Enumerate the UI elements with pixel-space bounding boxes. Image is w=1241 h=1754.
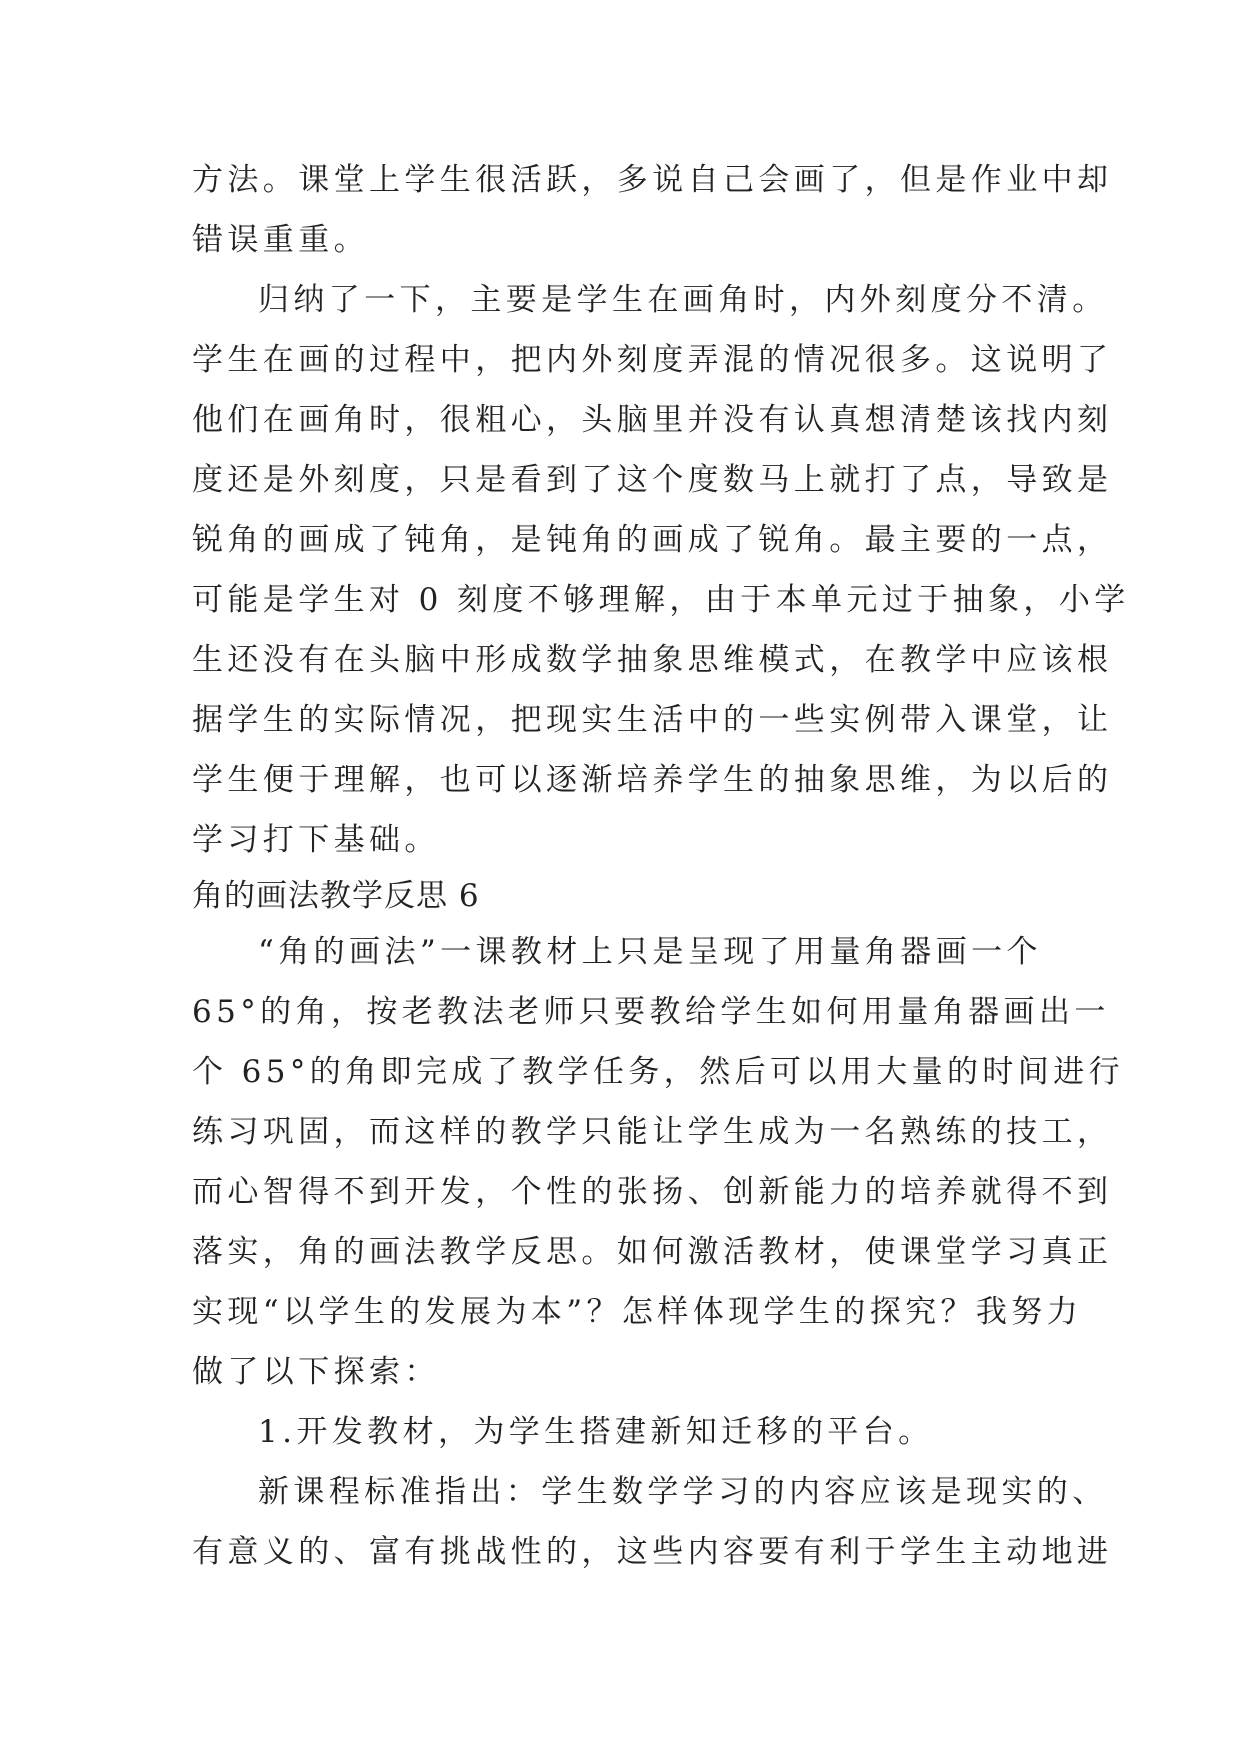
document-body	[192, 150, 1130, 1582]
paragraph	[192, 1462, 1113, 1582]
text-line: 学生在画的过程中，把内外刻度弄混的情况很多。这说明了	[192, 342, 1113, 378]
text-line: 方法。课堂上学生很活跃，多说自己会画了，但是作业中却	[192, 162, 1113, 198]
text-line: 度还是外刻度，只是看到了这个度数马上就打了点，导致是	[192, 462, 1113, 498]
text-line: 落实，角的画法教学反思。如何激活教材，使课堂学习真正	[192, 1234, 1113, 1270]
text-line: 有意义的、富有挑战性的，这些内容要有利于学生主动地进	[192, 1534, 1113, 1570]
paragraph	[192, 922, 1124, 1402]
text-line: 练习巩固，而这样的教学只能让学生成为一名熟练的技工，	[192, 1114, 1113, 1150]
text-line: 归纳了一下，主要是学生在画角时，内外刻度分不清。	[258, 282, 1108, 318]
text-line: 可能是学生对 0 刻度不够理解，由于本单元过于抽象，小学	[192, 582, 1130, 618]
paragraph	[192, 1402, 1052, 1462]
text-line: 新课程标准指出：学生数学学习的内容应该是现实的、	[258, 1474, 1108, 1510]
text-line: 他们在画角时，很粗心，头脑里并没有认真想清楚该找内刻	[192, 402, 1113, 438]
text-line: 生还没有在头脑中形成数学抽象思维模式，在教学中应该根	[192, 642, 1113, 678]
text-line: 65°的角，按老教法老师只要教给学生如何用量角器画出一	[192, 994, 1110, 1030]
text-line: “角的画法”一课教材上只是呈现了用量角器画一个	[258, 934, 1042, 970]
text-line: 错误重重。	[192, 222, 369, 258]
text-line: 学生便于理解，也可以逐渐培养学生的抽象思维，为以后的	[192, 762, 1113, 798]
paragraph	[192, 270, 1130, 870]
text-line: 据学生的实际情况，把现实生活中的一些实例带入课堂，让	[192, 702, 1113, 738]
text-line: 个 65°的角即完成了教学任务，然后可以用大量的时间进行	[192, 1054, 1124, 1090]
paragraph	[192, 150, 1113, 270]
section-heading: 角的画法教学反思 6	[192, 878, 480, 914]
text-line: 实现“以学生的发展为本”？怎样体现学生的探究？我努力	[192, 1294, 1083, 1330]
text-line: 锐角的画成了钝角，是钝角的画成了锐角。最主要的一点，	[192, 522, 1113, 558]
text-line: 而心智得不到开发，个性的张扬、创新能力的培养就得不到	[192, 1174, 1113, 1210]
text-line: 学习打下基础。	[192, 822, 440, 858]
text-line: 1.开发教材，为学生搭建新知迁移的平台。	[258, 1414, 934, 1450]
text-line: 做了以下探索：	[192, 1354, 440, 1390]
